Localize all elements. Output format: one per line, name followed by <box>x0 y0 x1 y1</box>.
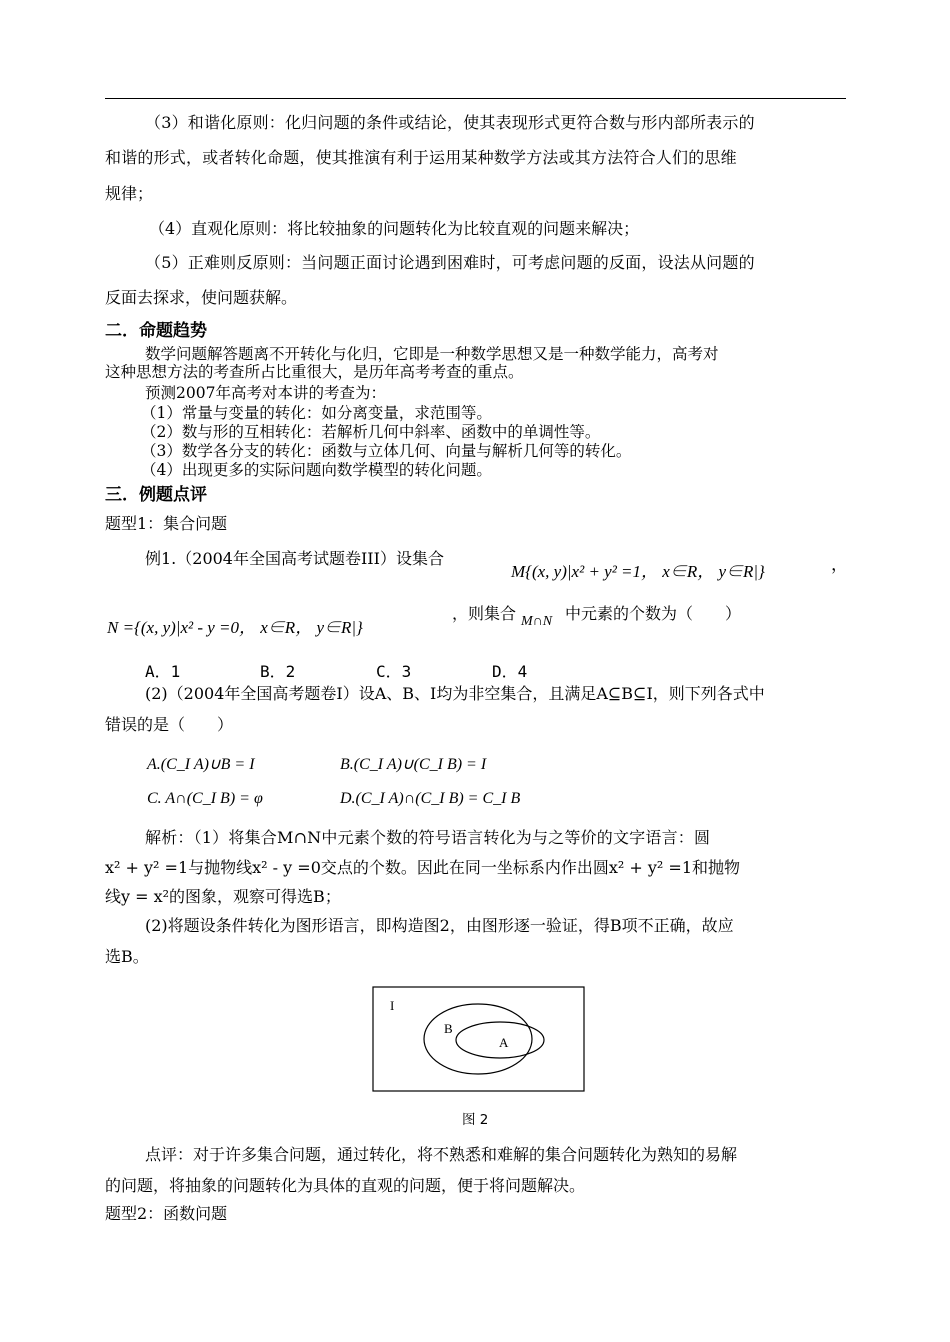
solution-line-1: 解析：（1）将集合M∩N中元素个数的符号语言转化为与之等价的文字语言：圆 <box>145 828 711 847</box>
set-N-definition: N ={(x, y)|x² - y =0， x∈R， y∈R|} <box>107 618 363 637</box>
example-2-line-2: 错误的是（ ） <box>105 715 234 734</box>
review-line-2: 的问题，将抽象的问题转化为具体的直观的问题，便于将问题解决。 <box>105 1176 586 1195</box>
venn-diagram-figure <box>370 984 588 1094</box>
principle-3-line-2: 和谐的形式，或者转化命题，使其推演有利于运用某种数学方法或其方法符合人们的思维 <box>105 148 737 167</box>
set-M-cap-N: M∩N <box>521 614 553 629</box>
example-1-question-tail: 中元素的个数为（ ） <box>565 604 742 623</box>
trend-item-2: （2）数与形的互相转化：若解析几何中斜率、函数中的单调性等。 <box>141 423 601 441</box>
principle-3-line-3: 规律； <box>105 184 154 203</box>
option-d: D．4 <box>492 662 528 681</box>
choice-d: D.(C_I A)∩(C_I B) = C_I B <box>340 790 521 807</box>
principle-5-line-1: （5）正难则反原则：当问题正面讨论遇到困难时，可考虑问题的反面，设法从问题的 <box>145 253 755 272</box>
principle-4: （4）直观化原则：将比较抽象的问题转化为比较直观的问题来解决； <box>149 219 640 238</box>
solution-2-line-2: 选B。 <box>105 947 149 966</box>
header-rule <box>105 98 846 99</box>
trend-intro-line-1: 数学问题解答题离不开转化与化归，它即是一种数学思想又是一种数学能力，高考对 <box>145 345 719 363</box>
set-b-label: B <box>444 1021 453 1036</box>
universal-set-rectangle <box>373 987 584 1091</box>
choice-b: B.(C_I A)∪(C_I B) = I <box>340 756 487 773</box>
problem-type-1: 题型1：集合问题 <box>105 514 228 533</box>
solution-line-2: x² + y² =1与抛物线x² - y =0交点的个数。因此在同一坐标系内作出圆x² + y² =1和抛物 <box>105 858 741 877</box>
option-b: B．2 <box>260 662 296 681</box>
trend-forecast: 预测2007年高考对本讲的考查为： <box>145 384 386 402</box>
solution-line-3: 线y = x²的图象，观察可得选B； <box>105 887 341 906</box>
principle-5-line-2: 反面去探求，使问题获解。 <box>105 288 298 307</box>
choice-c: C. A∩(C_I B) = φ <box>147 790 263 807</box>
set-a-label: A <box>499 1035 509 1050</box>
section-heading-trends: 二．命题趋势 <box>105 321 207 341</box>
trend-item-4: （4）出现更多的实际问题向数学模型的转化问题。 <box>141 461 492 479</box>
trend-intro-line-2: 这种思想方法的考查所占比重很大，是历年高考考查的重点。 <box>105 363 524 381</box>
problem-type-2: 题型2：函数问题 <box>105 1204 228 1223</box>
example-2-line-1: (2)（2004年全国高考题卷Ⅰ）设A、B、I均为非空集合，且满足A⊆B⊆I，则下列各式中 <box>145 684 765 703</box>
set-b-ellipse <box>424 1004 532 1074</box>
principle-3-line-1: （3）和谐化原则：化归问题的条件或结论，使其表现形式更符合数与形内部所表示的 <box>145 113 755 132</box>
example-1-then: ，则集合 <box>452 604 517 623</box>
review-line-1: 点评：对于许多集合问题，通过转化，将不熟悉和难解的集合问题转化为熟知的易解 <box>145 1145 738 1164</box>
choice-a: A.(C_I A)∪B = I <box>147 756 255 773</box>
section-heading-examples: 三．例题点评 <box>105 485 207 505</box>
trend-item-1: （1）常量与变量的转化：如分离变量，求范围等。 <box>141 404 492 422</box>
set-i-label: I <box>390 998 395 1013</box>
option-a: A．1 <box>145 662 181 681</box>
set-M-definition: M{(x, y)|x² + y² =1， x∈R， y∈R|} <box>511 562 765 581</box>
solution-2-line-1: (2)将题设条件转化为图形语言，即构造图2，由图形逐一验证，得B项不正确，故应 <box>145 916 734 935</box>
example-1-prefix: 例1.（2004年全国高考试题卷III）设集合 <box>145 549 444 568</box>
figure-caption: 图 2 <box>462 1112 489 1128</box>
option-c: C．3 <box>376 662 412 681</box>
trend-item-3: （3）数学各分支的转化：函数与立体几何、向量与解析几何等的转化。 <box>141 442 632 460</box>
set-M-comma: ， <box>831 555 848 574</box>
